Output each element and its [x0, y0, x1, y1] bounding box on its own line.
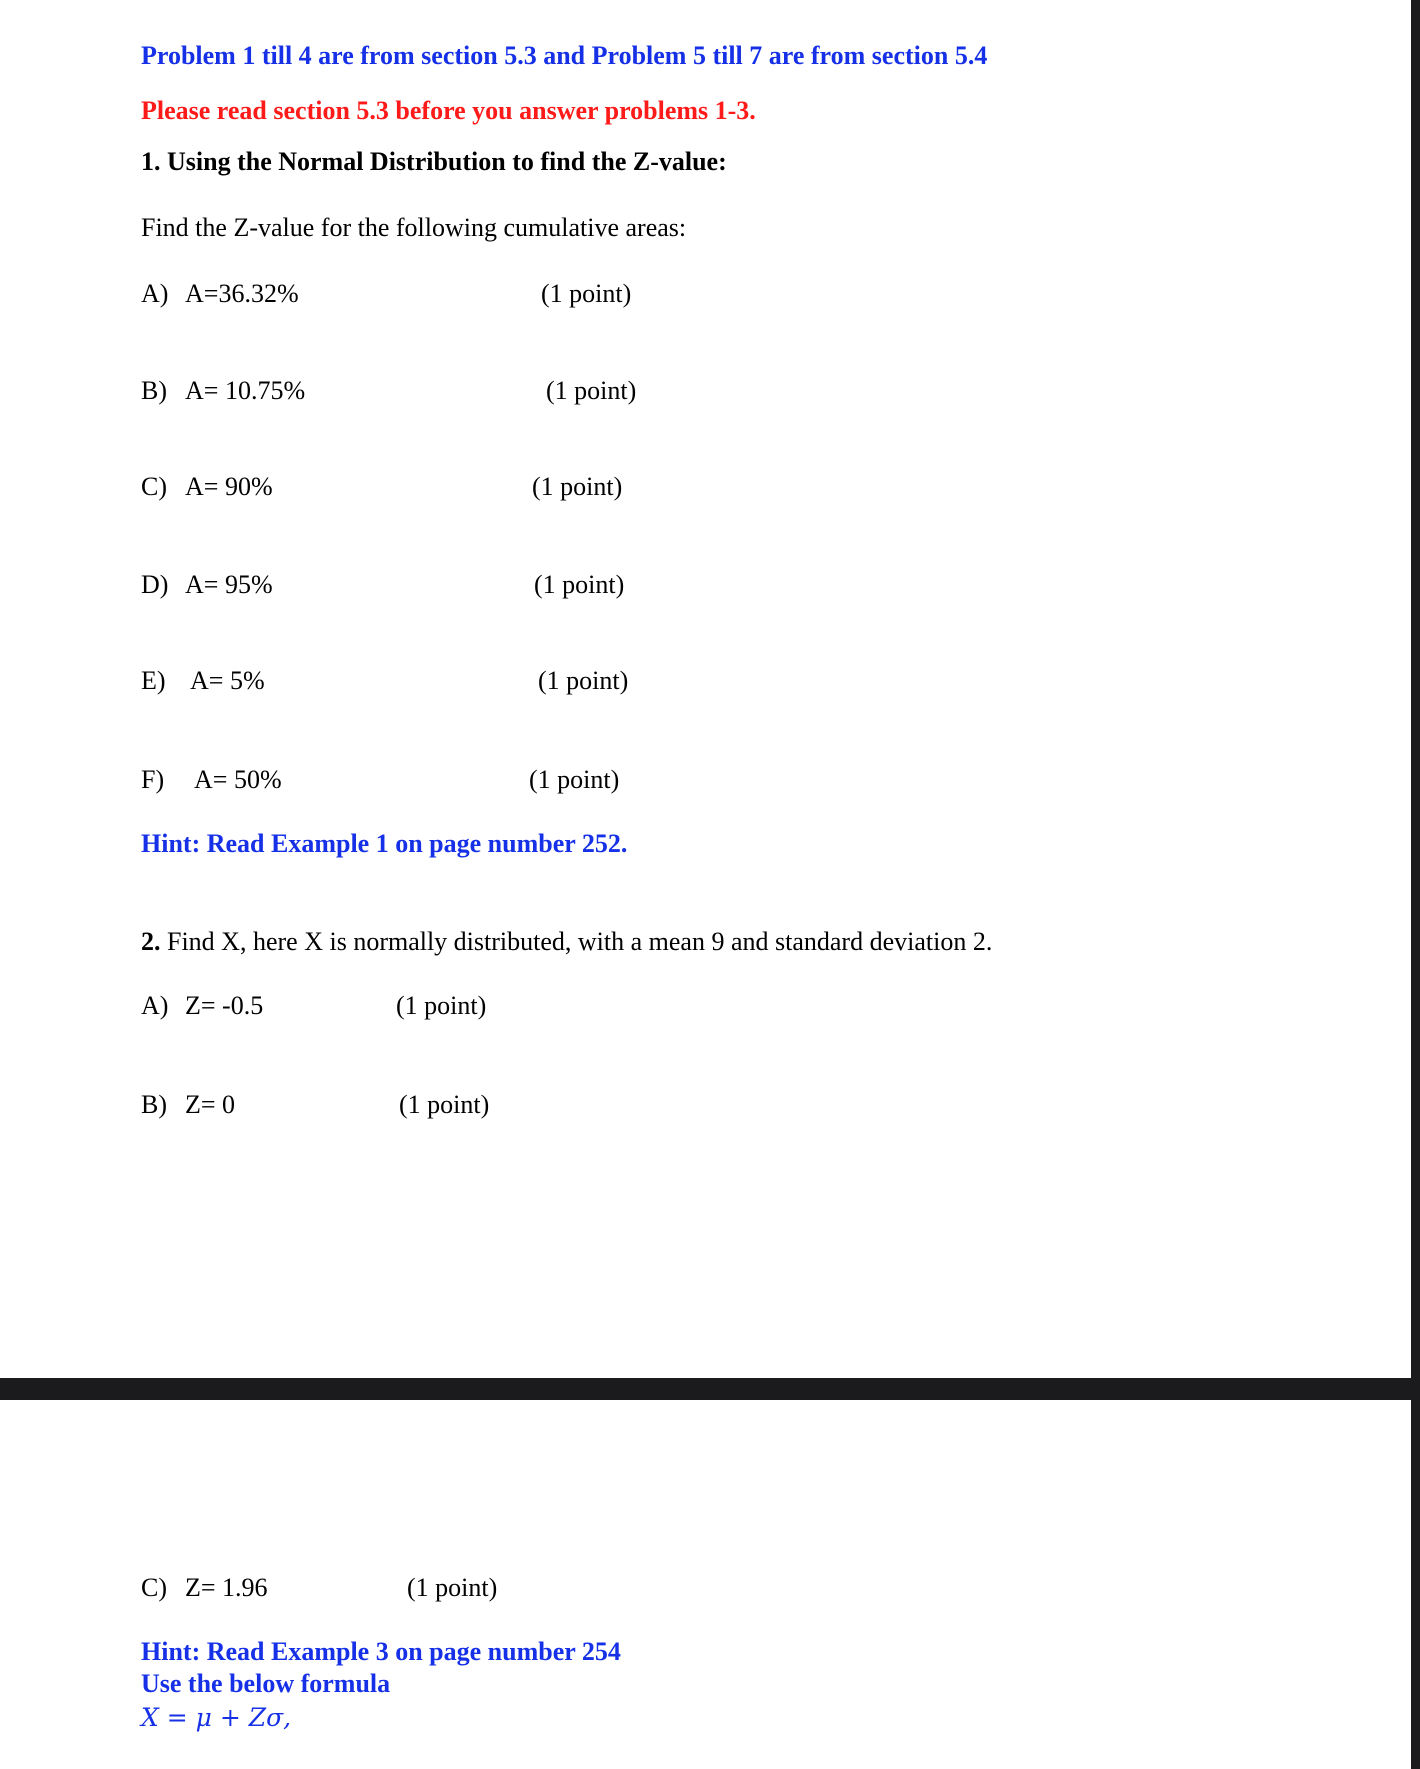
- item-text: A= 50%: [194, 765, 282, 794]
- item-text: A= 5%: [190, 666, 265, 695]
- page-right-border: [1411, 0, 1420, 1769]
- item-points: (1 point): [407, 1573, 498, 1602]
- item-points: (1 point): [538, 666, 629, 695]
- read-notice: Please read section 5.3 before you answer problems 1-3.: [141, 96, 756, 125]
- item-text: Z= -0.5: [185, 991, 264, 1020]
- formula: X = μ + Zσ,: [141, 1703, 292, 1732]
- item-points: (1 point): [529, 765, 620, 794]
- item-text: A=36.32%: [185, 279, 299, 308]
- item-label: F): [141, 765, 165, 794]
- item-points: (1 point): [396, 991, 487, 1020]
- item-label: A): [141, 279, 169, 308]
- item-label: B): [141, 376, 167, 405]
- item-points: (1 point): [534, 570, 625, 599]
- item-label: A): [141, 991, 169, 1020]
- problem2-statement: [141, 927, 992, 957]
- item-text: Z= 1.96: [185, 1573, 268, 1602]
- problem2-hint: Hint: Read Example 3 on page number 254: [141, 1637, 621, 1666]
- item-points: (1 point): [541, 279, 632, 308]
- item-label: C): [141, 1573, 167, 1602]
- item-label: C): [141, 472, 167, 501]
- item-text: A= 90%: [185, 472, 273, 501]
- item-points: (1 point): [532, 472, 623, 501]
- item-label: E): [141, 666, 166, 695]
- item-label: B): [141, 1090, 167, 1119]
- item-label: D): [141, 570, 169, 599]
- item-text: A= 95%: [185, 570, 273, 599]
- problem1-hint: Hint: Read Example 1 on page number 252.: [141, 829, 628, 858]
- problem2-text: Find X, here X is normally distributed, with a mean 9 and standard deviation 2.: [167, 927, 993, 956]
- formula-intro: Use the below formula: [141, 1669, 391, 1698]
- problem1-heading: 1. Using the Normal Distribution to find the Z-value:: [141, 147, 727, 176]
- item-points: (1 point): [399, 1090, 490, 1119]
- problem2-number: 2.: [141, 927, 161, 956]
- item-text: Z= 0: [185, 1090, 236, 1119]
- item-text: A= 10.75%: [185, 376, 306, 405]
- problem1-instruction: Find the Z-value for the following cumulative areas:: [141, 213, 687, 242]
- intro-line: Problem 1 till 4 are from section 5.3 and Problem 5 till 7 are from section 5.4: [141, 41, 988, 70]
- page-separator: [0, 1378, 1420, 1400]
- item-points: (1 point): [546, 376, 637, 405]
